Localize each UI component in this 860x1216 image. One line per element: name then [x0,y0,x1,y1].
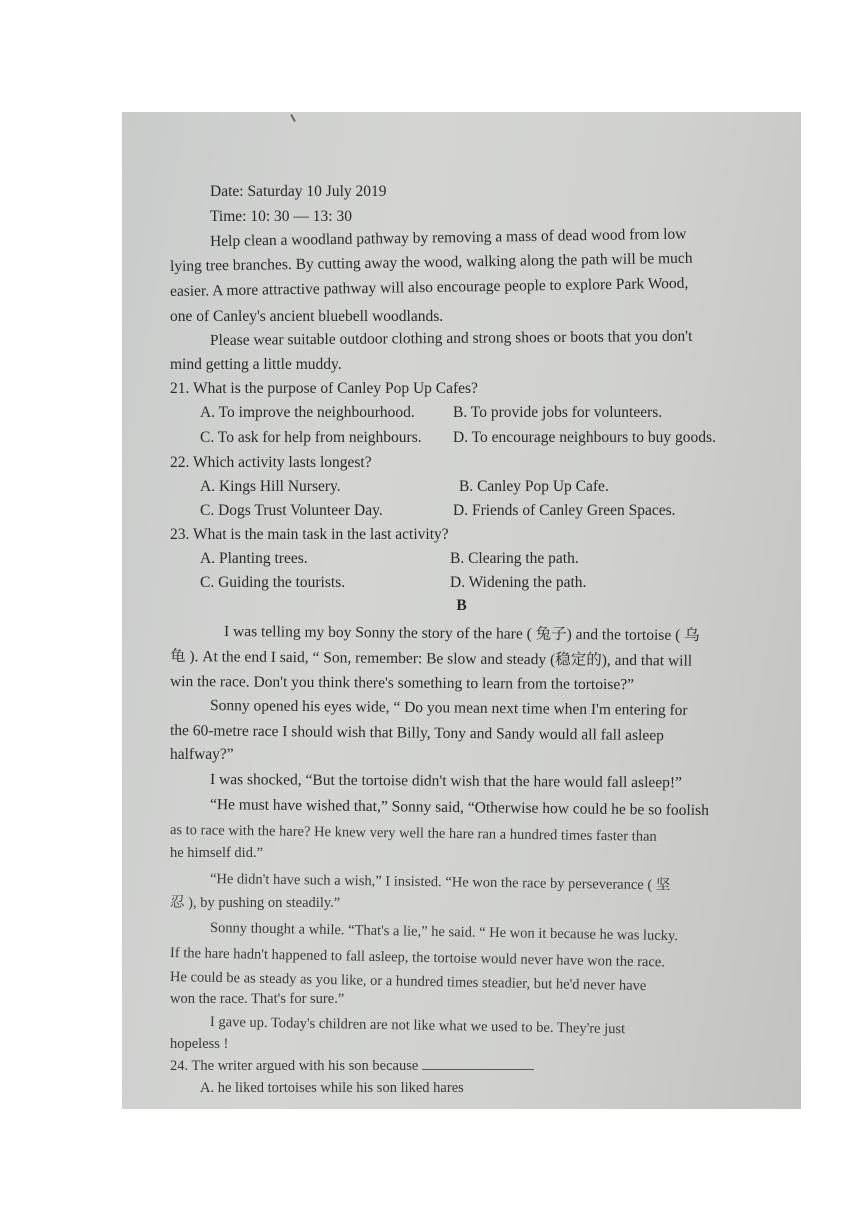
story-line: “He didn't have such a wish,” I insisted. “He won the race by perseverance ( 坚 [209,871,671,894]
option-d: D. To encourage neighbours to buy goods. [453,429,716,446]
paragraph-line: one of Canley's ancient bluebell woodlands. [170,308,444,325]
story-line: 忍 ), by pushing on steadily.” [170,895,341,911]
story-line: I was telling my boy Sonny the story of the hare ( 兔子) and the tortoise ( 乌 [223,623,700,645]
story-line: win the race. Don't you think there's something to learn from the tortoise?” [169,673,635,694]
event-time: Time: 10: 30 — 13: 30 [210,208,352,225]
question-stem: 23. What is the main task in the last activity? [170,526,449,543]
story-line: I gave up. Today's children are not like what we used to be. They're just [209,1014,626,1038]
answer-blank [422,1057,534,1070]
story-line: the 60-metre race I should wish that Billy, Tony and Sandy would all fall asleep [169,722,665,745]
exam-page [122,112,801,1109]
option-b: B. Clearing the path. [450,550,579,567]
story-line: Sonny opened his eyes wide, “ Do you mean next time when I'm entering for [209,697,688,720]
story-line: I was shocked, “But the tortoise didn't wish that the hare would fall asleep!” [209,771,683,792]
option-d: D. Widening the path. [450,574,587,591]
photographed-page [122,112,801,1109]
option-a: A. he liked tortoises while his son liked hares [200,1080,464,1096]
paragraph-line: Help clean a woodland pathway by removing a mass of dead wood from low [209,225,687,250]
paragraph-line: lying tree branches. By cutting away the wood, walking along the path will be much [169,249,693,275]
event-date: Date: Saturday 10 July 2019 [210,183,387,200]
option-a: A. To improve the neighbourhood. [200,404,415,421]
story-line: He could be as steady as you like, or a hundred times steadier, but he'd never have [169,969,647,995]
question-stem: 21. What is the purpose of Canley Pop Up Cafes? [170,380,478,397]
story-line: won the race. That's for sure.” [170,991,345,1007]
question-24 [170,1056,534,1076]
option-d: D. Friends of Canley Green Spaces. [453,502,676,519]
story-line: “He must have wished that,” Sonny said, “Otherwise how could he be so foolish [209,796,709,820]
story-line: as to race with the hare? He knew very well the hare ran a hundred times faster than [169,822,657,845]
option-c: C. Dogs Trust Volunteer Day. [200,502,383,519]
option-a: A. Kings Hill Nursery. [200,478,341,495]
section-heading: B [456,597,467,614]
story-line: If the hare hadn't happened to fall asleep, the tortoise would never have won the race. [169,945,666,971]
paragraph-line: easier. A more attractive pathway will also encourage people to explore Park Wood, [169,274,689,300]
paragraph-line: mind getting a little muddy. [170,356,342,373]
paragraph-line: Please wear suitable outdoor clothing and strong shoes or boots that you don't [209,327,693,349]
story-line: Sonny thought a while. “That's a lie,” he said. “ He won it because he was lucky. [209,920,679,945]
story-line: he himself did.” [170,845,264,861]
option-b: B. Canley Pop Up Cafe. [459,478,609,495]
option-b: B. To provide jobs for volunteers. [453,404,663,421]
story-line: 龟 ). At the end I said, “ Son, remember: Be slow and steady (稳定的), and that will [169,648,693,670]
option-c: C. To ask for help from neighbours. [200,429,422,446]
option-a: A. Planting trees. [200,550,308,567]
story-line: hopeless ! [170,1036,229,1052]
question-stem: 22. Which activity lasts longest? [170,454,372,471]
option-c: C. Guiding the tourists. [200,574,346,591]
story-line: halfway?” [170,746,234,763]
question-stem: 24. The writer argued with his son because [170,1058,419,1074]
